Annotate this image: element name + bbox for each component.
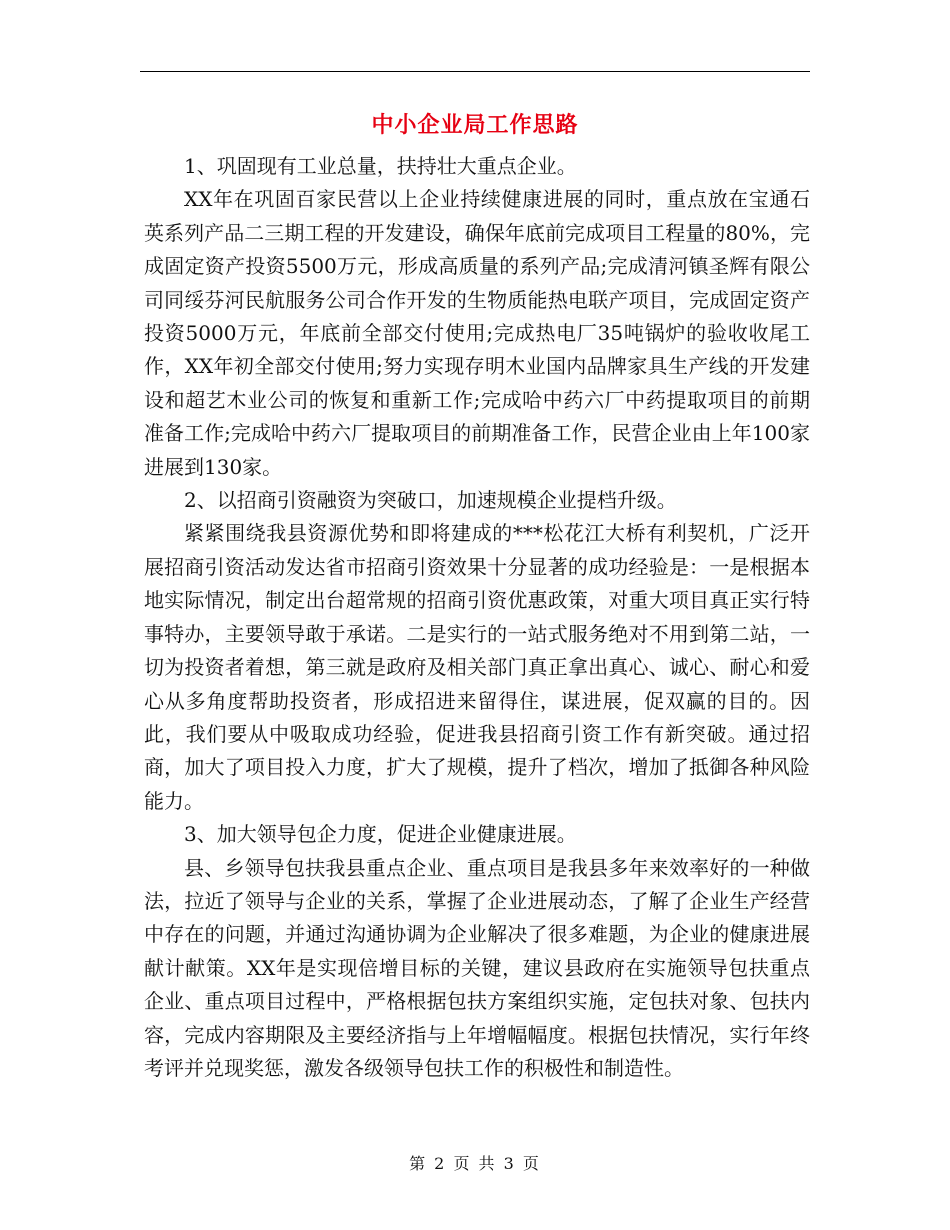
paragraph-heading-3: 3、加大领导包企力度，促进企业健康进展。 [184,822,577,847]
paragraph: XX年在巩固百家民营以上企业持续健康进展的同时，重点放在宝通石英系列产品二三期工程的开发建设，确保年底前完成项目工程量的80%，完成固定资产投资5500万元，形成高质量的系列产品;完成清河镇圣辉有限公司同绥芬河民航服务公司合作开发的生物质能热电联产项目，完成固定资产投资5000万元，年底前全部交付使用;完成热电厂35吨锅炉的验收收尾工作，XX年初全部交付使用;努力实现存明木业国内品牌家具生产线的开发建设和超艺木业公司的恢复和重新工作;完成哈中药六厂中药提取项目的前期准备工作;完成哈中药六厂提取项目的前期准备工作，民营企业由上年100家进展到130家。 [144,187,810,479]
paragraph: 紧紧围绕我县资源优势和即将建成的***松花江大桥有利契机，广泛开展招商引资活动发达省市招商引资效果十分显著的成功经验是：一是根据本地实际情况，制定出台超常规的招商引资优惠政策，对重大项目真正实行特事特办，主要领导敢于承诺。二是实行的一站式服务绝对不用到第二站，一切为投资者着想，第三就是政府及相关部门真正拿出真心、诚心、耐心和爱心从多角度帮助投资者，形成招进来留得住，谋进展，促双赢的目的。因此，我们要从中吸取成功经验，促进我县招商引资工作有新突破。通过招商，加大了项目投入力度，扩大了规模，提升了档次，增加了抵御各种风险能力。 [144,521,810,813]
page-number: 第 2 页 共 3 页 [409,1154,541,1173]
paragraph-heading-1: 1、巩固现有工业总量，扶持壮大重点企业。 [184,154,577,178]
document-body [144,150,810,1085]
header-rule [140,71,810,72]
paragraph: 县、乡领导包扶我县重点企业、重点项目是我县多年来效率好的一种做法，拉近了领导与企业的关系，掌握了企业进展动态，了解了企业生产经营中存在的问题，并通过沟通协调为企业解决了很多难题，为企业的健康进展献计献策。XX年是实现倍增目标的关键，建议县政府在实施领导包扶重点企业、重点项目过程中，严格根据包扶方案组织实施，定包扶对象、包扶内容，完成内容期限及主要经济指与上年增幅幅度。根据包扶情况，实行年终考评并兑现奖惩，激发各级领导包扶工作的积极性和制造性。 [144,855,810,1080]
paragraph-heading-2: 2、以招商引资融资为突破口，加速规模企业提档升级。 [184,488,677,513]
document-title: 中小企业局工作思路 [371,112,579,138]
